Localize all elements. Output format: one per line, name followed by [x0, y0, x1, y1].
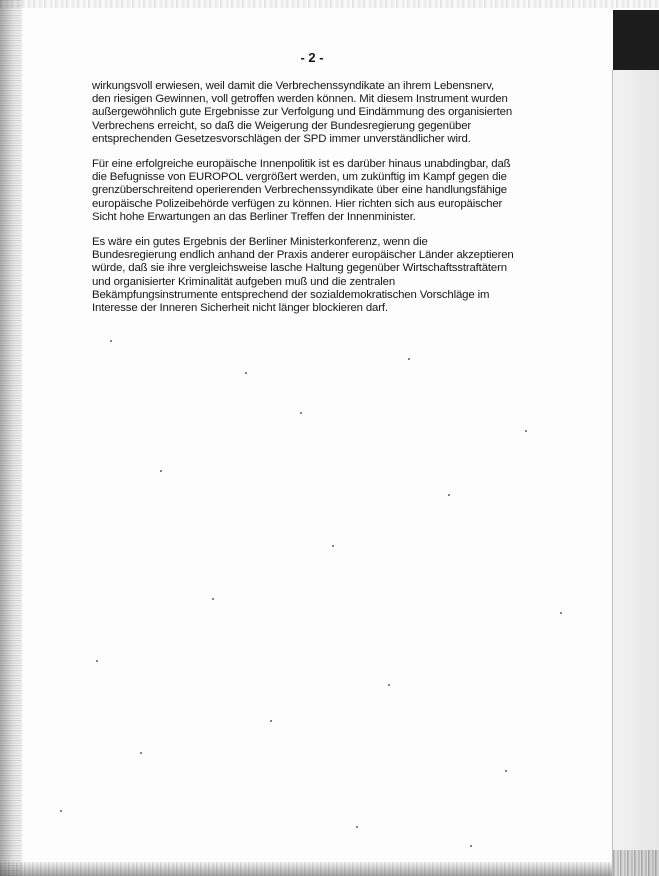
text-line: den riesigen Gewinnen, voll getroffen werden können. Mit diesem Instrument wurden	[92, 93, 508, 106]
text-line: Für eine erfolgreiche europäische Innenpolitik ist es darüber hinaus unabdingbar, daß	[92, 158, 511, 171]
scan-speck	[332, 545, 334, 547]
scan-edge-left	[0, 0, 22, 876]
scan-speck	[388, 684, 390, 686]
scan-right-strip	[612, 70, 659, 876]
page-number: - 2 -	[300, 50, 324, 65]
scan-speck	[60, 810, 62, 812]
paragraph-3	[92, 236, 532, 315]
text-line: Verbrechens erreicht, so daß die Weigerung der Bundesregierung gegenüber	[92, 119, 472, 132]
text-line: wirkungsvoll erwiesen, weil damit die Verbrechenssyndikate an ihrem Lebensnerv,	[92, 80, 495, 92]
scan-speck	[525, 430, 527, 432]
paragraph-2	[92, 158, 532, 224]
text-line: und organisierter Kriminalität aufgeben muß und die zentralen	[92, 275, 396, 288]
scan-speck	[160, 470, 162, 472]
scan-speck	[356, 826, 358, 828]
scan-speck	[96, 660, 98, 662]
text-line: grenzüberschreitend operierenden Verbrechenssyndikate über eine handlungsfähige	[92, 184, 507, 197]
scan-speck	[560, 612, 562, 614]
text-line: Bekämpfungsinstrumente entsprechend der sozialdemokratischen Vorschläge im	[92, 288, 490, 301]
scan-edge-top	[0, 0, 659, 8]
text-line: Es wäre ein gutes Ergebnis der Berliner Ministerkonferenz, wenn die	[92, 236, 428, 249]
scan-speck	[470, 845, 472, 847]
text-line: Bundesregierung endlich anhand der Praxis anderer europäischer Länder akzeptieren	[92, 249, 514, 262]
text-line: würde, daß sie ihre vergleichsweise lasche Haltung gegenüber Wirtschaftsstraftätern	[92, 262, 507, 275]
scan-speck	[408, 358, 410, 360]
body-text	[92, 80, 532, 327]
scan-right-strip-noise	[613, 850, 659, 876]
text-line: europäische Polizeibehörde verfügen zu können. Hier richten sich aus europäischer	[92, 197, 503, 210]
scan-speck	[505, 770, 507, 772]
text-line: Sicht hohe Erwartungen an das Berliner Treffen der Innenminister.	[92, 210, 416, 223]
text-line: Interesse der Inneren Sicherheit nicht länger blockieren darf.	[92, 302, 388, 315]
scan-speck	[300, 412, 302, 414]
paragraph-1	[92, 80, 532, 146]
text-line: entsprechenden Gesetzesvorschlägen der SPD immer unverständlicher wird.	[92, 132, 471, 145]
scan-speck	[140, 752, 142, 754]
scan-speck	[448, 494, 450, 496]
scan-speck	[245, 372, 247, 374]
text-line: die Befugnisse von EUROPOL vergrößert werden, um zukünftig im Kampf gegen die	[92, 171, 507, 184]
scan-speck	[270, 720, 272, 722]
scan-speck	[110, 340, 112, 342]
scan-edge-bottom	[0, 862, 659, 876]
scan-speck	[212, 598, 214, 600]
text-line: außergewöhnlich gute Ergebnisse zur Verfolgung und Eindämmung des organisierten	[92, 106, 512, 119]
scan-dark-corner	[613, 10, 659, 70]
